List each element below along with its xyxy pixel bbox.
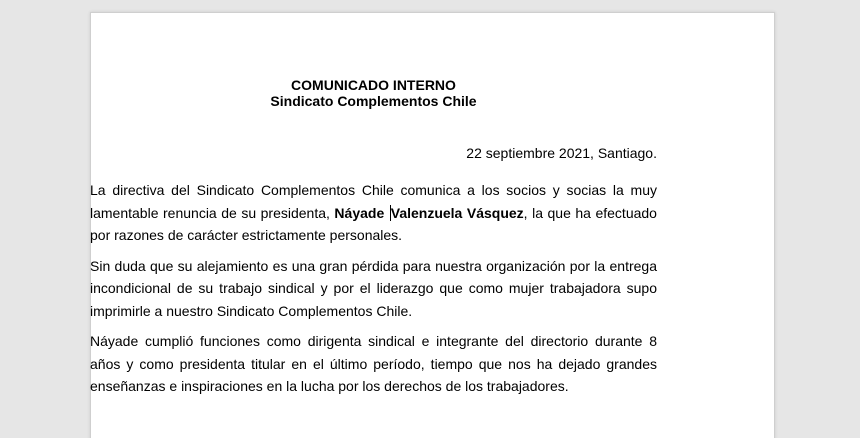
document-body[interactable]: [90, 77, 657, 398]
president-first-name: Náyade: [334, 204, 389, 221]
paragraph-1-end: , la que ha efectuado por razones de carácter estrictamente personales.: [90, 204, 657, 243]
paragraph-1[interactable]: [90, 179, 657, 247]
document-title: COMUNICADO INTERNO: [291, 77, 456, 93]
paragraph-1-intro: La directiva del Sindicato Complementos Chile comunica a los socios y socias la muy lamentable renuncia de su presidenta,: [90, 182, 657, 221]
paragraph-2[interactable]: Sin duda que su alejamiento es una gran pérdida para nuestra organización por la entrega incondicional de su trabajo sindical y por el liderazgo que como mujer trabajadora supo imprimirle a nuestro Sindicato Complementos Chile.: [90, 257, 657, 319]
date-place-line: 22 septiembre 2021, Santiago.: [466, 145, 657, 161]
document-subtitle: Sindicato Complementos Chile: [270, 93, 477, 109]
president-last-name: Valenzuela Vásquez: [390, 204, 524, 221]
paragraph-3[interactable]: Náyade cumplió funciones como dirigenta sindical e integrante del directorio durante 8 años y como presidenta titular en el último período, tiempo que nos ha dejado grandes enseñanzas e inspiraciones en la lucha por los derechos de los trabajadores.: [90, 333, 657, 394]
